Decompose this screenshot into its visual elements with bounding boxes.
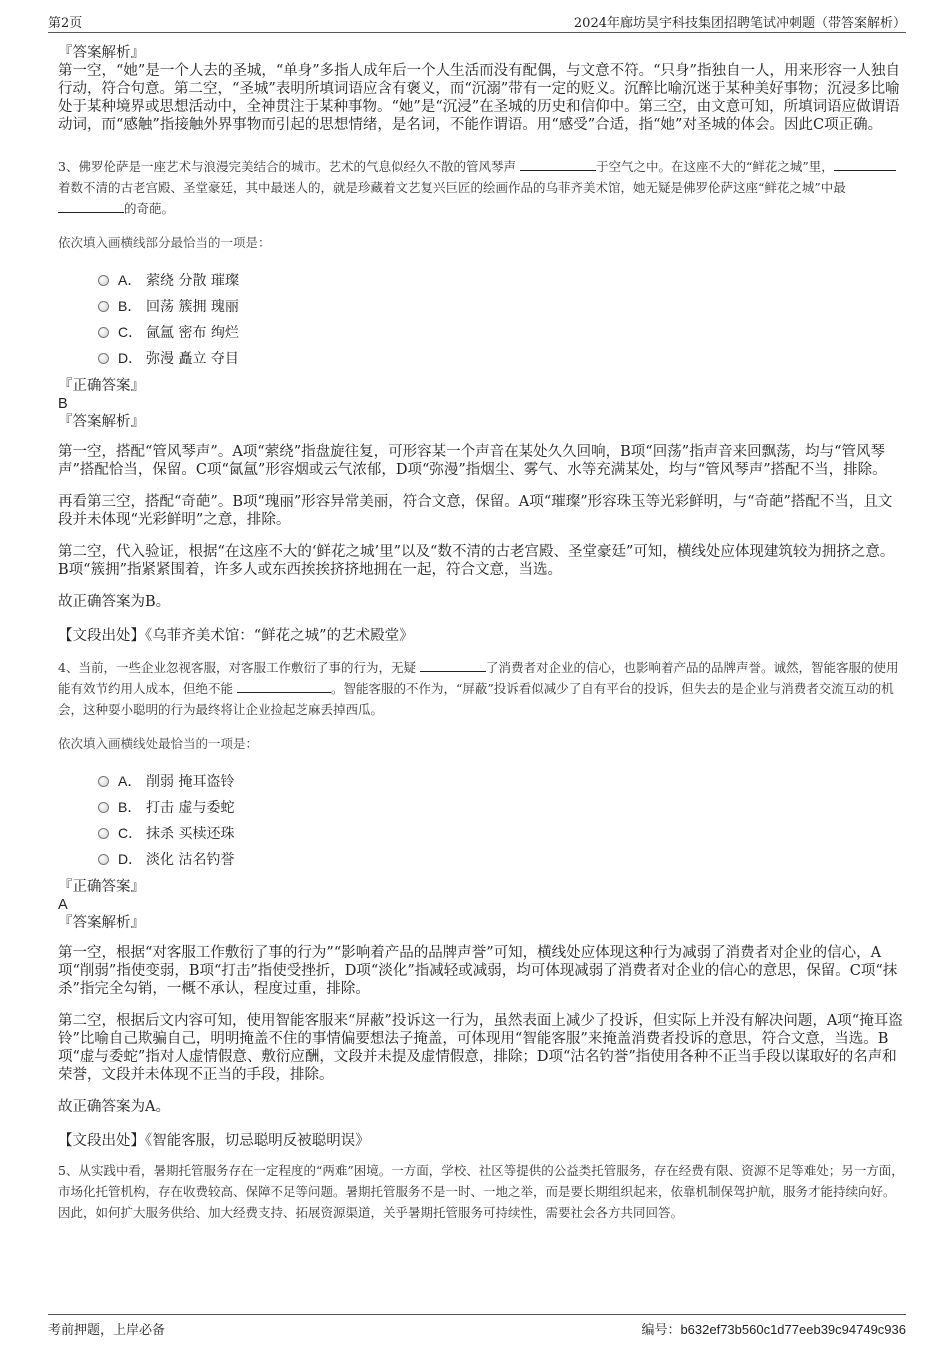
option-text: 削弱 掩耳盗铃 bbox=[146, 774, 235, 790]
analysis-paragraph: 第一空，搭配“管风琴声”。A项“萦绕”指盘旋往复，可形容某一个声音在某处久久回响，B项“回荡”指声音来回飘荡，均与“管风琴声”搭配恰当，保留。C项“氤氲”形容烟或云气浓郁，D项“弥漫”指烟尘、雾气、水等充满某处，均与“管风琴声”搭配不当，排除。 bbox=[58, 444, 887, 478]
q4-stem-part: 。智能客服的不作为，“屏蔽”投诉看似减少了自有平台的投诉，但失去的是企业与消费者交流互动的机会，这种耍小聪明的行为最终将让企业捡起芝麻丢掉西瓜。 bbox=[58, 681, 894, 717]
analysis-conclusion: 故正确答案为B。 bbox=[58, 594, 171, 610]
option-a[interactable]: A． 萦绕 分散 璀璨 bbox=[98, 267, 904, 293]
page-footer bbox=[48, 1314, 906, 1338]
question-3-stem bbox=[58, 156, 904, 219]
option-text: 氤氲 密布 绚烂 bbox=[146, 325, 239, 341]
radio-icon[interactable] bbox=[98, 301, 109, 312]
q3-stem-part: 着数不清的古老宫殿、圣堂豪廷，其中最迷人的，就是珍藏着文艺复兴巨匠的绘画作品的乌菲齐美术馆，她无疑是佛罗伦萨这座“鲜花之城”中最 bbox=[58, 180, 846, 195]
option-c[interactable]: C． 抹杀 买椟还珠 bbox=[98, 820, 904, 846]
blank bbox=[420, 659, 486, 672]
option-b[interactable]: B． 打击 虚与委蛇 bbox=[98, 794, 904, 820]
radio-icon[interactable] bbox=[98, 828, 109, 839]
question-4-stem bbox=[58, 657, 904, 720]
analysis-paragraph: 第二空，代入验证，根据“在这座不大的‘鲜花之城’里”以及“数不清的古老宫殿、圣堂豪廷”可知，横线处应体现建筑较为拥挤之意。B项“簇拥”指紧紧围着，许多人或东西挨挨挤挤地拥在一起，符合文意，当选。 bbox=[58, 544, 895, 578]
radio-icon[interactable] bbox=[98, 802, 109, 813]
option-b[interactable]: B． 回荡 簇拥 瑰丽 bbox=[98, 293, 904, 319]
question-4-prompt: 依次填入画横线处最恰当的一项是： bbox=[58, 736, 259, 751]
option-d[interactable]: D． 淡化 沽名钓誉 bbox=[98, 846, 904, 872]
option-d[interactable]: D． 弥漫 矗立 夺目 bbox=[98, 345, 904, 371]
analysis-paragraph: 第二空，根据后文内容可知，使用智能客服来“屏蔽”投诉这一行为，虽然表面上减少了投诉，但实际上并没有解决问题，A项“掩耳盗铃”比喻自己欺骗自己，明明掩盖不住的事情偏要想法子掩盖，可体现用“智能客服”来掩盖消费者投诉的意思，符合文意，当选。B项“虚与委蛇”指对人虚情假意、敷衍应酬，文段并未提及虚情假意，排除；D项“沽名钓誉”指使用各种不正当手段以谋取好的名声和荣誉，文段并未体现不正当的手段，排除。 bbox=[58, 1013, 903, 1083]
correct-answer-label: 『正确答案』 bbox=[58, 879, 145, 895]
option-c[interactable]: C． 氤氲 密布 绚烂 bbox=[98, 319, 904, 345]
analysis-label: 『答案解析』 bbox=[58, 915, 145, 931]
question-5-stem: 5、从实践中看，暑期托管服务存在一定程度的“两难”困境。一方面，学校、社区等提供的公益类托管服务，存在经费有限、资源不足等难处；另一方面，市场化托管机构，存在收费较高、保障不足等问题。暑期托管服务不是一时、一地之举，而是要长期组织起来，依靠机制保驾护航，服务才能持续向好。因此，如何扩大服务供给、加大经费支持、拓展资源渠道，关乎暑期托管服务可持续性，需要社会各方共同回答。 bbox=[58, 1163, 904, 1220]
radio-icon[interactable] bbox=[98, 353, 109, 364]
q4-stem-part: 4、当前，一些企业忽视客服，对客服工作敷衍了事的行为，无疑 bbox=[58, 660, 416, 675]
radio-icon[interactable] bbox=[98, 327, 109, 338]
document-id: 编号：b632ef73b560c1d77eeb39c94749c936 bbox=[641, 1322, 906, 1337]
analysis-paragraph: 再看第三空，搭配“奇葩”。B项“瑰丽”形容异常美丽，符合文意，保留。A项“璀璨”形容珠玉等光彩鲜明，与“奇葩”搭配不当，且文段并未体现“光彩鲜明”之意，排除。 bbox=[58, 494, 893, 528]
analysis-conclusion: 故正确答案为A。 bbox=[58, 1099, 170, 1115]
correct-answer: A bbox=[58, 897, 68, 913]
q3-stem-part: 的奇葩。 bbox=[124, 201, 175, 216]
option-text: 萦绕 分散 璀璨 bbox=[146, 273, 239, 289]
source-citation: 【文段出处】《乌菲齐美术馆：“鲜花之城”的艺术殿堂》 bbox=[58, 628, 414, 644]
prev-analysis-text: 第一空，“她”是一个人去的圣城，“单身”多指人成年后一个人生活而没有配偶，与文意不符。“只身”指独自一人，用来形容一人独自行动，符合句意。第二空，“圣城”表明所填词语应含有褒义，而“沉溺”带有一定的贬义。沉醉比喻沉迷于某种美好事物；沉浸多比喻处于某种境界或思想活动中，全神贯注于某种事物。“她”是“沉浸”在圣城的历史和信仰中。第三空，由文意可知，所填词语应做谓语动词，而“感触”指接触外界事物而引起的思想情绪，是名词，不能作谓语。用“感受”合适，指“她”对圣城的体会。因此C项正确。 bbox=[58, 63, 900, 133]
option-text: 淡化 沽名钓誉 bbox=[146, 852, 235, 868]
page-number: 第2页 bbox=[48, 16, 83, 31]
prev-analysis-label: 『答案解析』 bbox=[58, 45, 145, 61]
question-4-options bbox=[98, 768, 904, 872]
analysis-paragraph: 第一空，根据“对客服工作敷衍了事的行为”“影响着产品的品牌声誉”可知，横线处应体现这种行为减弱了消费者对企业的信心，A项“削弱”指使变弱，B项“打击”指使受挫折，D项“淡化”指减轻或减弱，均可体现减弱了消费者对企业的信心的意思，保留。C项“抹杀”指完全勾销，一概不承认，程度过重，排除。 bbox=[58, 945, 898, 997]
radio-icon[interactable] bbox=[98, 854, 109, 865]
correct-answer: B bbox=[58, 396, 68, 412]
option-text: 打击 虚与委蛇 bbox=[146, 800, 235, 816]
analysis-label: 『答案解析』 bbox=[58, 414, 145, 430]
q3-stem-part: 3、佛罗伦萨是一座艺术与浪漫完美结合的城市。艺术的气息似经久不散的管风琴声 bbox=[58, 159, 516, 174]
option-a[interactable]: A． 削弱 掩耳盗铃 bbox=[98, 768, 904, 794]
document-title: 2024年廊坊昊宇科技集团招聘笔试冲刺题（带答案解析） bbox=[573, 16, 906, 31]
option-text: 抹杀 买椟还珠 bbox=[146, 826, 235, 842]
footer-slogan: 考前押题，上岸必备 bbox=[48, 1323, 166, 1338]
radio-icon[interactable] bbox=[98, 776, 109, 787]
question-3-options bbox=[98, 267, 904, 371]
page-header bbox=[48, 10, 906, 33]
q4-stem-part: 了消费者对企业的信心，也影响着产品的品牌声誉。诚然，智能客服的使用能有效节约用人成本，但绝不能 bbox=[58, 660, 899, 696]
main-content bbox=[58, 44, 904, 1223]
option-text: 回荡 簇拥 瑰丽 bbox=[146, 299, 239, 315]
blank bbox=[58, 200, 124, 213]
blank bbox=[834, 158, 896, 171]
source-citation: 【文段出处】《智能客服，切忌聪明反被聪明误》 bbox=[58, 1133, 370, 1149]
blank bbox=[237, 680, 331, 693]
blank bbox=[520, 158, 596, 171]
correct-answer-label: 『正确答案』 bbox=[58, 378, 145, 394]
radio-icon[interactable] bbox=[98, 275, 109, 286]
question-3-prompt: 依次填入画横线部分最恰当的一项是： bbox=[58, 235, 271, 250]
option-text: 弥漫 矗立 夺目 bbox=[146, 351, 239, 367]
q3-stem-part: 于空气之中。在这座不大的“鲜花之城”里， bbox=[595, 159, 834, 174]
